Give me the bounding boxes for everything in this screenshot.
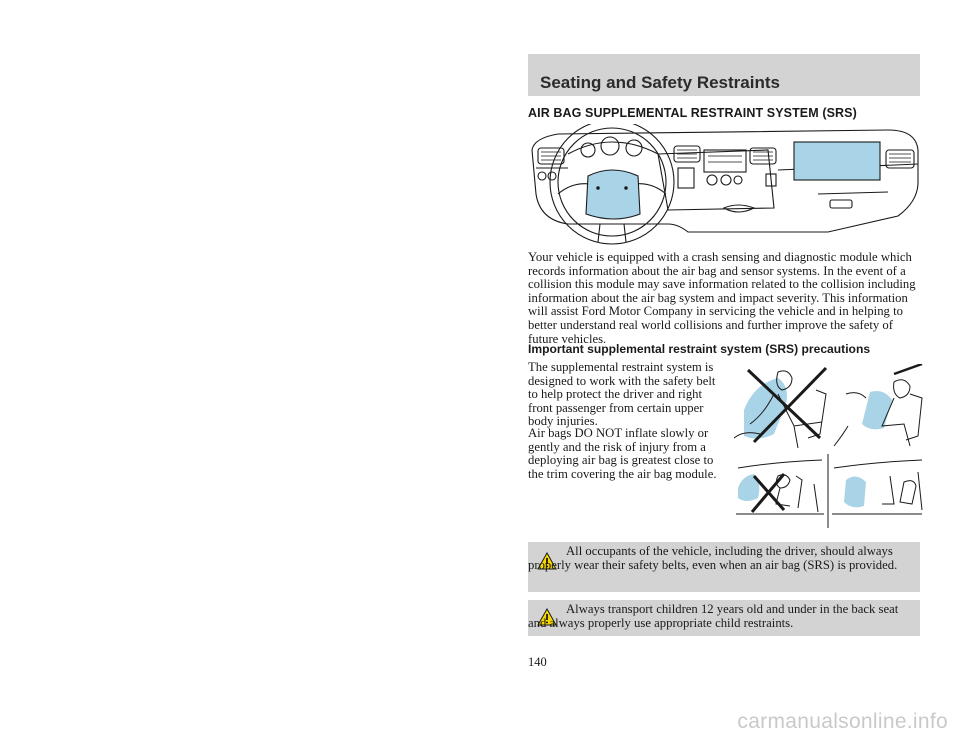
watermark-text: carmanualsonline.info xyxy=(737,710,948,733)
warning-text: Always transport children 12 years old and under in the back seat and always properly use appropriate child restraints. xyxy=(528,602,899,630)
section-heading: AIR BAG SUPPLEMENTAL RESTRAINT SYSTEM (SRS) xyxy=(528,106,857,120)
occupant-position-illustration xyxy=(734,364,924,528)
center-vent-icon xyxy=(674,146,700,162)
dashboard-airbag-illustration xyxy=(528,124,920,246)
passenger-airbag-door xyxy=(794,142,880,180)
warning-safety-belts xyxy=(528,542,920,592)
page-number: 140 xyxy=(528,655,547,669)
warning-child-seating xyxy=(528,600,920,636)
precautions-subheading: Important supplemental restraint system (SRS) precautions xyxy=(528,342,871,356)
section-header-bar xyxy=(528,54,920,96)
left-vent-icon xyxy=(538,148,564,164)
srs-design-paragraph: The supplemental restraint system is designed to work with the safety belt to help protect the driver and right front passenger from certain upper body injuries. xyxy=(528,360,716,429)
airbag-inflation-paragraph: Air bags DO NOT inflate slowly or gently and the risk of injury from a deploying air bag is greatest close to the trim covering the air bag module. xyxy=(528,426,717,481)
driver-airbag-module xyxy=(586,170,640,219)
crash-module-paragraph: Your vehicle is equipped with a crash sensing and diagnostic module which records information about the air bag and sensor systems. In the event of a collision this module may save information related to the collision including information about the air bag system and impact severity. This information will assist Ford Motor Company in servicing the vehicle and in helping to better understand real world collisions and further improve the safety of future vehicles. xyxy=(528,250,916,346)
section-title: Seating and Safety Restraints xyxy=(540,73,780,92)
warning-text: All occupants of the vehicle, including the driver, should always properly wear their safety belts, even when an air bag (SRS) is provided. xyxy=(528,544,898,572)
